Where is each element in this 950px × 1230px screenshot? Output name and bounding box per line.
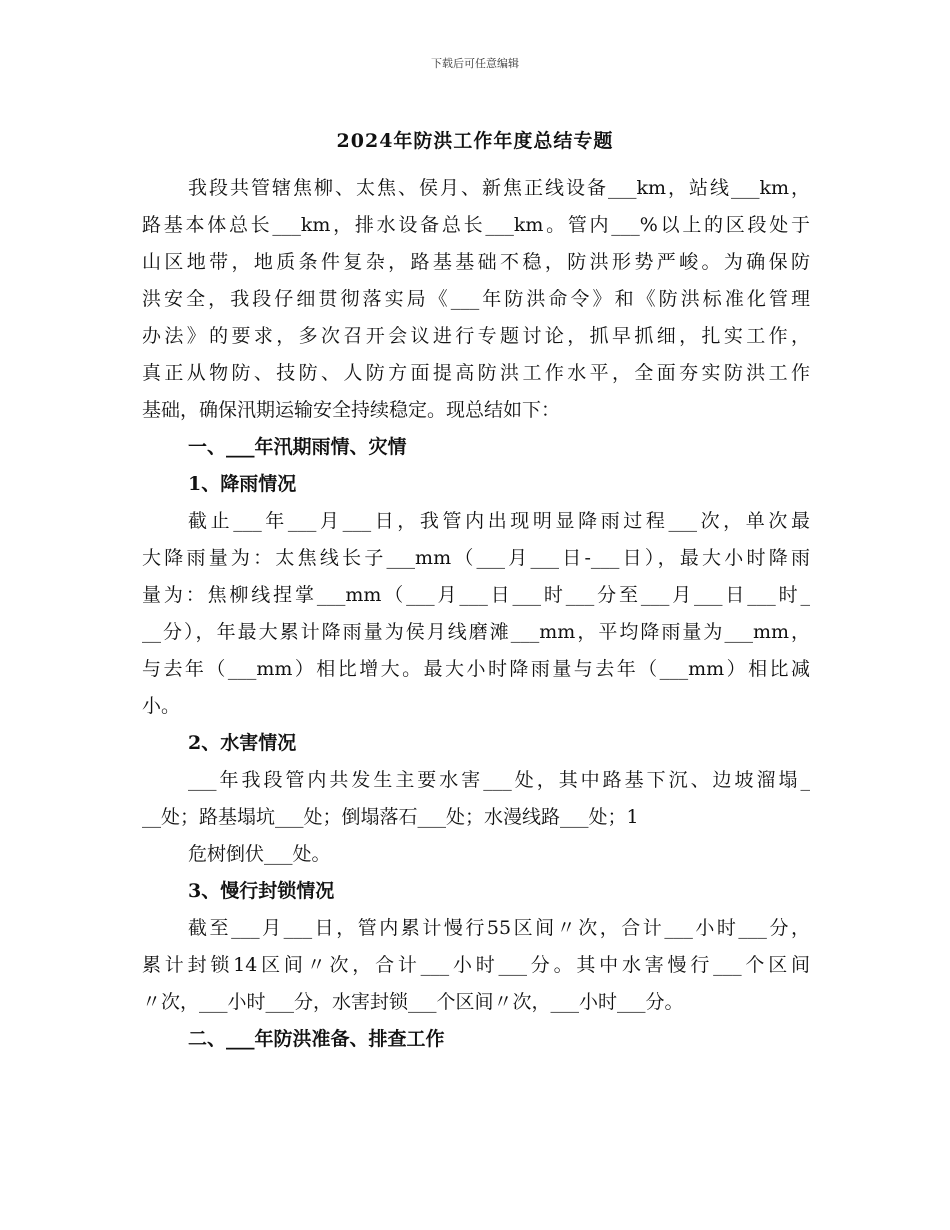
body-text-line: 危树倒伏___处。 bbox=[188, 843, 331, 865]
section-heading: 一、___年汛期雨情、灾情 bbox=[188, 436, 407, 458]
body-text-line: 量为：焦柳线捏掌___mm（___月___日___时___分至___月___日___时_ bbox=[142, 584, 810, 606]
section-heading: 1、降雨情况 bbox=[188, 473, 297, 495]
body-text-line: 办法》的要求，多次召开会议进行专题讨论，抓早抓细，扎实工作， bbox=[142, 325, 810, 347]
section-heading: 2、水害情况 bbox=[188, 732, 297, 754]
body-text-line: ___年我段管内共发生主要水害___处，其中路基下沉、边坡溜塌_ bbox=[188, 769, 810, 791]
body-text-line: 基础，确保汛期运输安全持续稳定。现总结如下： bbox=[142, 399, 561, 421]
body-text-line: 我段共管辖焦柳、太焦、侯月、新焦正线设备___km，站线___km， bbox=[188, 177, 810, 199]
body-text-line: 截止___年___月___日，我管内出现明显降雨过程___次，单次最 bbox=[188, 510, 810, 532]
body-text-line: 小。 bbox=[142, 695, 181, 717]
header-note: 下载后可任意编辑 bbox=[431, 57, 519, 70]
body-text-line: 大降雨量为：太焦线长子___mm（___月___日-___日），最大小时降雨 bbox=[142, 547, 810, 569]
body-text-line: 真正从物防、技防、人防方面提高防洪工作水平，全面夯实防洪工作 bbox=[142, 362, 810, 384]
document-body bbox=[142, 170, 810, 1058]
body-text-line: 洪安全，我段仔细贯彻落实局《___年防洪命令》和《防洪标准化管理 bbox=[142, 288, 810, 310]
section-heading: 二、___年防洪准备、排查工作 bbox=[188, 1028, 445, 1050]
body-text-line: __分），年最大累计降雨量为侯月线磨滩___mm，平均降雨量为___mm， bbox=[142, 621, 810, 643]
body-text-line: 山区地带，地质条件复杂，路基基础不稳，防洪形势严峻。为确保防 bbox=[142, 251, 810, 273]
section-heading: 3、慢行封锁情况 bbox=[188, 880, 335, 902]
body-text-line: 累计封锁14区间〃次，合计___小时___分。其中水害慢行___个区间 bbox=[142, 954, 810, 976]
body-text-line: __处；路基塌坑___处；倒塌落石___处；水漫线路___处；1 bbox=[142, 806, 639, 828]
body-text-line: 截至___月___日，管内累计慢行55区间〃次，合计___小时___分， bbox=[188, 917, 810, 939]
body-text-line: 路基本体总长___km，排水设备总长___km。管内___%以上的区段处于 bbox=[142, 214, 810, 236]
body-text-line: 与去年（___mm）相比增大。最大小时降雨量与去年（___mm）相比减 bbox=[142, 658, 810, 680]
document-title: 2024年防洪工作年度总结专题 bbox=[336, 130, 614, 152]
body-text-line: 〃次，___小时___分，水害封锁___个区间〃次，___小时___分。 bbox=[142, 991, 684, 1013]
